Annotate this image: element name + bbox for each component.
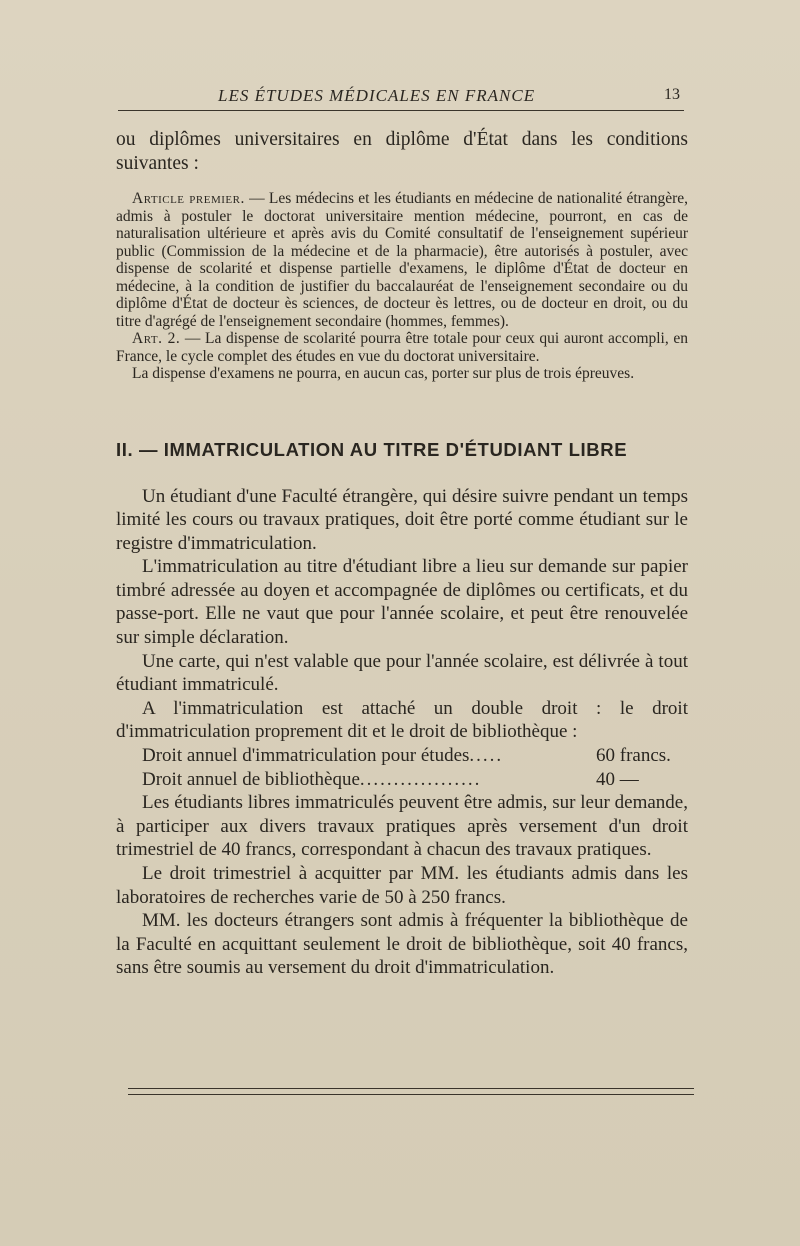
paragraph-7: MM. les docteurs étrangers sont admis à fréquenter la bibliothèque de la Faculté en acquittant seulement le droit de bibliothèque, soit 40 francs, sans être soumis au versement du droit d'immatriculation. xyxy=(116,910,688,979)
paragraph-1: Un étudiant d'une Faculté étrangère, qui désire suivre pendant un temps limité les cours ou travaux pratiques, doit être porté comme étudiant sur le registre d'immatriculation. xyxy=(116,485,688,554)
article-1-label: Article premier. xyxy=(132,190,245,207)
fee-row-registration xyxy=(116,744,688,768)
closing-double-rule xyxy=(128,1088,694,1095)
fee-amount: 40 — xyxy=(596,768,639,790)
fee-leader-dots: ..... xyxy=(469,745,504,767)
fee-row-library xyxy=(116,768,688,792)
article-1 xyxy=(116,190,688,330)
paragraph-2: L'immatriculation au titre d'étudiant libre a lieu sur demande sur papier timbré adressée au doyen et accompagnée de diplômes ou certificats, et du passe-port. Elle ne vaut que pour l'année scolaire, et peut être renouvelée sur simple déclaration. xyxy=(116,556,688,649)
article-2-text: — La dispense de scolarité pourra être totale pour ceux qui auront accompli, en France, le cycle complet des études en vue du doctorat universitaire. xyxy=(116,330,688,365)
fee-leader-dots: .................. xyxy=(359,768,482,790)
page-number: 13 xyxy=(664,86,680,103)
paragraph-4: A l'immatriculation est attaché un double droit : le droit d'immatriculation proprement dit et le droit de bibliothèque : xyxy=(116,697,688,743)
paragraph-3: Une carte, qui n'est valable que pour l'année scolaire, est délivrée à tout étudiant immatriculé. xyxy=(116,650,688,696)
section-heading: II. — IMMATRICULATION AU TITRE D'ÉTUDIANT LIBRE xyxy=(116,438,628,460)
article-1-text: — Les médecins et les étudiants en médecine de nationalité étrangère, admis à postuler le doctorat universitaire mention médecine, pourront, en cas de naturalisation ultérieure et après avis du Comité consultatif de l'enseignement supérieur public (Commission de la médecine et de la pharmacie), être autorisés à postuler, avec dispense de scolarité et dispense partielle d'examens, le diplôme d'État de docteur en médecine, à la condition de justifier du baccalauréat de l'enseignement secondaire ou du diplôme d'État de docteur ès sciences, de docteur ès lettres, ou de docteur en droit, ou du titre d'agrégé de l'enseignement secondaire (hommes, femmes). xyxy=(116,190,688,330)
section-body xyxy=(116,485,688,980)
article-2 xyxy=(116,330,688,365)
fee-amount: 60 francs. xyxy=(596,745,671,767)
fee-label: Droit annuel d'immatriculation pour études xyxy=(142,745,470,767)
running-title: LES ÉTUDES MÉDICALES EN FRANCE xyxy=(218,86,536,105)
article-2-label: Art. 2. xyxy=(132,330,181,347)
intro-paragraph: ou diplômes universitaires en diplôme d'État dans les conditions suivantes : xyxy=(116,129,688,174)
paragraph-6: Le droit trimestriel à acquitter par MM. les étudiants admis dans les laboratoires de recherches varie de 50 à 250 francs. xyxy=(116,863,688,908)
fee-label: Droit annuel de bibliothèque xyxy=(142,768,360,790)
decree-articles xyxy=(116,190,688,383)
running-header xyxy=(118,84,684,111)
paragraph-5: Les étudiants libres immatriculés peuvent être admis, sur leur demande, à participer aux divers travaux pratiques après versement d'un droit trimestriel de 40 francs, correspondant à chacun des travaux pratiques. xyxy=(116,792,688,861)
page-body xyxy=(116,128,688,980)
exams-paragraph: La dispense d'examens ne pourra, en aucun cas, porter sur plus de trois épreuves. xyxy=(132,365,635,382)
